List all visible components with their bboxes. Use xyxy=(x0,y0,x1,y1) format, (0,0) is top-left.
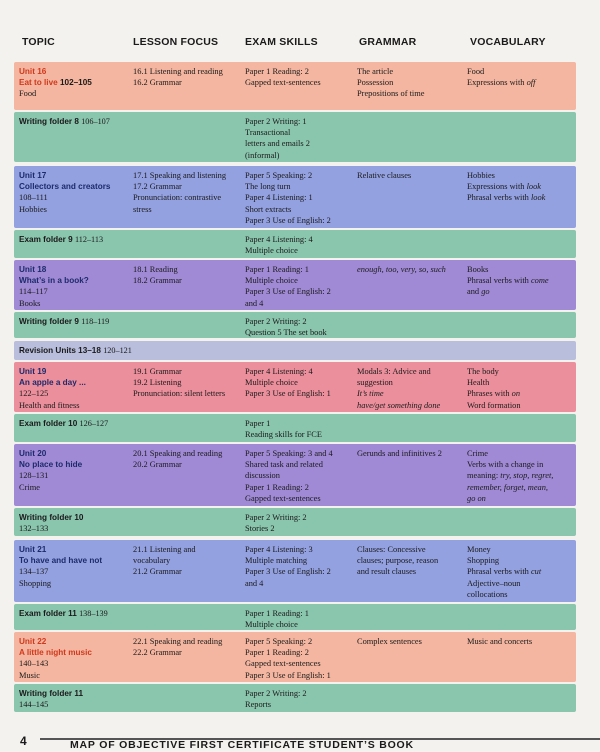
lesson-line: 19.1 Grammar xyxy=(133,367,182,376)
exam-line: Paper 4 Listening: 1 xyxy=(245,193,313,203)
exam-line: Paper 1 Reading: 2 xyxy=(245,648,309,658)
folder-pages: 144–145 xyxy=(19,700,49,710)
unit-row-16 xyxy=(14,62,576,110)
exam-line: Gapped text-sentences xyxy=(245,493,321,503)
vocab-line: Expressions with look xyxy=(467,182,541,192)
lesson-cell xyxy=(133,170,245,215)
folder-cell xyxy=(19,688,137,710)
vocab-line: Phrases with on xyxy=(467,389,521,399)
header-exam-skills: EXAM SKILLS xyxy=(245,36,318,48)
unit-pages: 108–111 xyxy=(19,193,48,203)
unit-topic: Health and fitness xyxy=(19,400,80,410)
unit-pages: 140–143 xyxy=(19,659,49,669)
grammar-cell xyxy=(357,636,467,647)
vocab-line: Adjective–noun xyxy=(467,578,521,588)
exam-line: Paper 2 Writing: 2 xyxy=(245,689,307,698)
grammar-cell xyxy=(357,544,467,578)
lesson-line: 21.2 Grammar xyxy=(133,567,182,577)
vocab-line: Shopping xyxy=(467,556,500,566)
topic-cell xyxy=(19,66,137,100)
exam-line: Paper 3 Use of English: 2 xyxy=(245,287,331,297)
exam-line: Paper 1 Reading: 2 xyxy=(245,67,309,76)
unit-pages: 128–131 xyxy=(19,471,49,481)
lesson-line: 18.1 Reading xyxy=(133,265,178,274)
exam-line: Shared task and related xyxy=(245,460,323,470)
exam-cell xyxy=(245,264,357,309)
unit-topic: Crime xyxy=(19,482,40,492)
exam-line: Transactional xyxy=(245,128,291,138)
page-footer xyxy=(0,734,600,752)
vocab-cell xyxy=(467,66,572,88)
folder-pages: 132–133 xyxy=(19,524,49,534)
vocab-line: go on xyxy=(467,493,486,503)
vocab-line: meaning: try, stop, regret, xyxy=(467,471,554,481)
topic-cell xyxy=(19,636,137,681)
lesson-line: 22.1 Speaking and reading xyxy=(133,637,223,646)
lesson-cell xyxy=(133,264,245,286)
vocab-line: Verbs with a change in xyxy=(467,460,544,470)
topic-cell xyxy=(19,366,137,411)
folder-label: Writing folder 11 xyxy=(19,689,83,698)
table-header xyxy=(0,36,600,56)
vocab-cell xyxy=(467,448,572,504)
topic-cell xyxy=(19,170,137,215)
exam-line: Paper 2 Writing: 2 xyxy=(245,513,307,522)
lesson-line: Pronunciation: silent letters xyxy=(133,389,226,399)
unit-title: No place to hide xyxy=(19,460,83,470)
vocab-line: Books xyxy=(467,265,489,274)
lesson-cell xyxy=(133,544,245,578)
exam-cell xyxy=(245,688,357,710)
lesson-cell xyxy=(133,448,245,470)
writing-folder-10-row xyxy=(14,508,576,536)
vocab-cell xyxy=(467,170,572,204)
unit-topic: Shopping xyxy=(19,578,52,588)
unit-title: What’s in a book? xyxy=(19,276,89,286)
vocab-line: collocations xyxy=(467,589,508,599)
writing-folder-11-row xyxy=(14,684,576,712)
exam-cell xyxy=(245,512,357,534)
page-number: 4 xyxy=(20,734,27,748)
exam-cell xyxy=(245,448,357,504)
vocab-line: Music and concerts xyxy=(467,637,533,646)
unit-topic: Food xyxy=(19,89,37,99)
exam-line: Paper 3 Use of English: 2 xyxy=(245,567,331,577)
grammar-cell xyxy=(357,448,467,459)
exam-line: Multiple choice xyxy=(245,378,298,388)
lesson-line: 19.2 Listening xyxy=(133,378,182,388)
folder-cell xyxy=(19,234,137,245)
unit-title: To have and have not xyxy=(19,556,103,566)
unit-topic: Hobbies xyxy=(19,204,47,214)
exam-line: letters and emails 2 xyxy=(245,139,310,149)
unit-number: Unit 21 xyxy=(19,545,47,554)
exam-line: Paper 1 Reading: 1 xyxy=(245,609,309,618)
unit-title: A little night music xyxy=(19,648,92,658)
unit-number: Unit 17 xyxy=(19,171,47,180)
lesson-line: 22.2 Grammar xyxy=(133,648,182,658)
grammar-line: Gerunds and infinitives 2 xyxy=(357,449,442,458)
folder-label: Revision Units 13–18 120–121 xyxy=(19,346,132,355)
lesson-line: 20.1 Speaking and reading xyxy=(133,449,223,458)
unit-number: Unit 19 xyxy=(19,367,47,376)
folder-cell xyxy=(19,345,219,356)
exam-line: Paper 3 Use of English: 1 xyxy=(245,389,331,399)
vocab-line: Expressions with off xyxy=(467,78,536,88)
exam-line: The long turn xyxy=(245,182,291,192)
lesson-line: 17.2 Grammar xyxy=(133,182,182,192)
vocab-line: Phrasal verbs with look xyxy=(467,193,546,203)
exam-line: Question 5 The set book xyxy=(245,328,327,338)
vocab-line: Food xyxy=(467,67,485,76)
topic-cell xyxy=(19,264,137,309)
vocab-line: Hobbies xyxy=(467,171,495,180)
folder-cell xyxy=(19,418,137,429)
unit-number: Unit 18 xyxy=(19,265,47,274)
exam-line: Paper 5 Speaking: 2 xyxy=(245,171,313,180)
vocab-line: Money xyxy=(467,545,491,554)
header-grammar: GRAMMAR xyxy=(359,36,417,48)
vocab-cell xyxy=(467,636,572,647)
header-topic: TOPIC xyxy=(22,36,55,48)
grammar-line: Modals 3: Advice and xyxy=(357,367,431,376)
exam-line: Short extracts xyxy=(245,204,292,214)
exam-line: Paper 5 Speaking: 3 and 4 xyxy=(245,449,333,458)
header-lesson-focus: LESSON FOCUS xyxy=(133,36,219,48)
writing-folder-9-row xyxy=(14,312,576,338)
lesson-cell xyxy=(133,66,245,88)
vocab-cell xyxy=(467,366,572,411)
grammar-line: Complex sentences xyxy=(357,637,422,646)
folder-label: Exam folder 11 138–139 xyxy=(19,609,108,618)
grammar-line: It’s time xyxy=(357,389,384,399)
exam-line: Multiple choice xyxy=(245,276,298,286)
lesson-line: vocabulary xyxy=(133,556,171,566)
exam-line: Paper 2 Writing: 1 xyxy=(245,117,307,126)
exam-cell xyxy=(245,418,357,440)
vocab-cell xyxy=(467,544,572,600)
vocab-line: Phrasal verbs with cut xyxy=(467,567,542,577)
vocab-line: Phrasal verbs with come xyxy=(467,276,549,286)
lesson-cell xyxy=(133,366,245,400)
exam-cell xyxy=(245,608,357,630)
grammar-line: The article xyxy=(357,67,394,76)
exam-line: Paper 4 Listening: 4 xyxy=(245,235,313,244)
exam-line: and 4 xyxy=(245,298,264,308)
exam-line: Gapped text-sentences xyxy=(245,78,321,88)
grammar-cell xyxy=(357,66,467,100)
unit-title: Collectors and creators xyxy=(19,182,111,192)
grammar-line: Prepositions of time xyxy=(357,89,425,99)
exam-line: Paper 1 Reading: 2 xyxy=(245,482,309,492)
exam-folder-9-row xyxy=(14,230,576,258)
grammar-line: Clauses: Concessive xyxy=(357,545,426,554)
unit-row-22 xyxy=(14,632,576,682)
exam-folder-10-row xyxy=(14,414,576,442)
exam-line: and 4 xyxy=(245,578,264,588)
lesson-line: 16.1 Listening and reading xyxy=(133,67,223,76)
exam-line: Reports xyxy=(245,700,272,710)
topic-cell xyxy=(19,544,137,589)
exam-line: Gapped text-sentences xyxy=(245,659,321,669)
lesson-line: 18.2 Grammar xyxy=(133,276,182,286)
lesson-cell xyxy=(133,636,245,658)
unit-row-19 xyxy=(14,362,576,412)
unit-row-18 xyxy=(14,260,576,310)
footer-title: MAP OF OBJECTIVE FIRST CERTIFICATE STUDENT’S BOOK xyxy=(70,739,414,751)
folder-label: Exam folder 9 112–113 xyxy=(19,235,104,244)
unit-row-21 xyxy=(14,540,576,602)
exam-line: (informal) xyxy=(245,150,280,160)
vocab-line: Crime xyxy=(467,449,488,458)
folder-label: Exam folder 10 126–127 xyxy=(19,419,109,428)
exam-line: Stories 2 xyxy=(245,524,275,534)
unit-topic: Music xyxy=(19,670,40,680)
folder-label: Writing folder 8 106–107 xyxy=(19,117,110,126)
lesson-line: Pronunciation: contrastive xyxy=(133,193,222,203)
exam-line: Paper 4 Listening: 3 xyxy=(245,545,313,554)
grammar-cell xyxy=(357,264,467,275)
exam-cell xyxy=(245,116,357,161)
exam-line: Paper 5 Speaking: 2 xyxy=(245,637,313,646)
writing-folder-8-row xyxy=(14,112,576,162)
vocab-line: and go xyxy=(467,287,490,297)
topic-cell xyxy=(19,448,137,493)
vocab-line: The body xyxy=(467,367,499,376)
exam-line: Paper 2 Writing: 2 xyxy=(245,317,307,326)
header-vocabulary: VOCABULARY xyxy=(470,36,546,48)
grammar-line: suggestion xyxy=(357,378,393,388)
exam-line: Multiple choice xyxy=(245,620,298,630)
exam-line: Multiple choice xyxy=(245,246,298,256)
lesson-line: stress xyxy=(133,204,152,214)
vocab-line: Word formation xyxy=(467,400,521,410)
vocab-line: remember, forget, mean, xyxy=(467,482,549,492)
exam-line: Paper 3 Use of English: 2 xyxy=(245,215,331,225)
exam-line: Reading skills for FCE xyxy=(245,430,323,440)
grammar-line: enough, too, very, so, such xyxy=(357,265,446,274)
lesson-line: 16.2 Grammar xyxy=(133,78,182,88)
grammar-line: and result clauses xyxy=(357,567,417,577)
exam-cell xyxy=(245,234,357,256)
grammar-line: have/get something done xyxy=(357,400,441,410)
lesson-line: 17.1 Speaking and listening xyxy=(133,171,227,180)
exam-line: Paper 1 xyxy=(245,419,271,428)
folder-label: Writing folder 10 xyxy=(19,513,84,522)
unit-title: An apple a day ... xyxy=(19,378,86,388)
exam-line: Paper 1 Reading: 1 xyxy=(245,265,309,274)
unit-row-20 xyxy=(14,444,576,506)
exam-cell xyxy=(245,636,357,681)
exam-cell xyxy=(245,366,357,400)
unit-title: Eat to live 102–105 xyxy=(19,78,92,88)
grammar-line: Possession xyxy=(357,78,394,88)
unit-row-17 xyxy=(14,166,576,228)
exam-cell xyxy=(245,66,357,88)
lesson-line: 20.2 Grammar xyxy=(133,460,182,470)
vocab-cell xyxy=(467,264,572,298)
exam-line: Multiple matching xyxy=(245,556,308,566)
unit-number: Unit 22 xyxy=(19,637,47,646)
folder-cell xyxy=(19,608,137,619)
unit-topic: Books xyxy=(19,298,41,308)
grammar-cell xyxy=(357,366,467,411)
lesson-line: 21.1 Listening and xyxy=(133,545,196,554)
unit-number: Unit 16 xyxy=(19,67,47,76)
folder-cell xyxy=(19,116,137,127)
exam-folder-11-row xyxy=(14,604,576,630)
exam-line: discussion xyxy=(245,471,280,481)
exam-line: Paper 4 Listening: 4 xyxy=(245,367,313,376)
exam-cell xyxy=(245,170,357,226)
folder-label: Writing folder 9 118–119 xyxy=(19,317,110,326)
revision-row xyxy=(14,341,576,360)
folder-cell xyxy=(19,512,137,534)
unit-pages: 114–117 xyxy=(19,287,48,297)
grammar-line: clauses; purpose, reason xyxy=(357,556,439,566)
exam-line: Paper 3 Use of English: 1 xyxy=(245,670,331,680)
unit-pages: 122–125 xyxy=(19,389,49,399)
folder-cell xyxy=(19,316,137,327)
vocab-line: Health xyxy=(467,378,490,388)
grammar-cell xyxy=(357,170,467,181)
unit-number: Unit 20 xyxy=(19,449,47,458)
exam-cell xyxy=(245,544,357,589)
grammar-line: Relative clauses xyxy=(357,171,412,180)
exam-cell xyxy=(245,316,357,338)
unit-pages: 134–137 xyxy=(19,567,49,577)
